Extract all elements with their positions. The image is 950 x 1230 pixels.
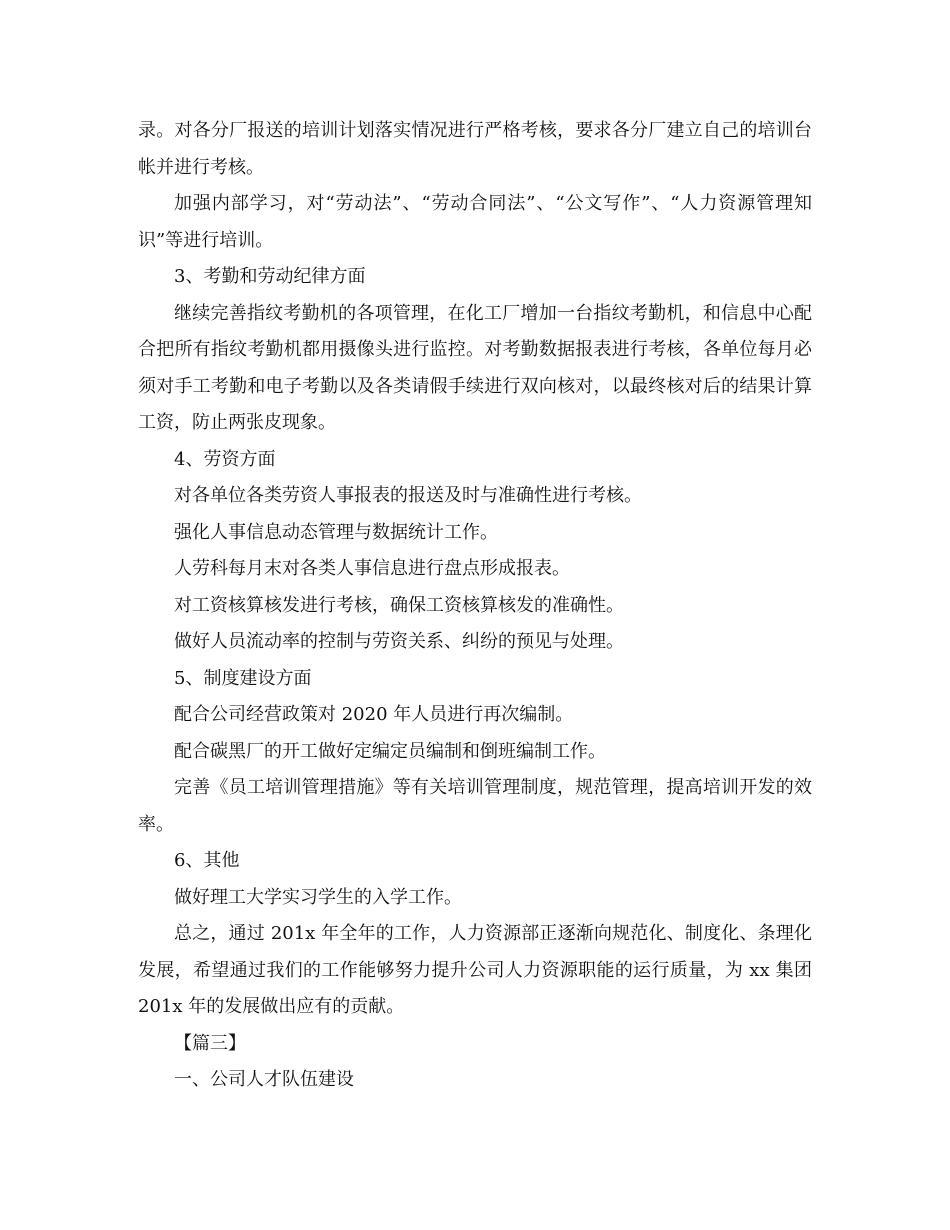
document-body [138,113,812,1099]
paragraph-8: 人劳科每月末对各类人事信息进行盘点形成报表。 [174,558,570,579]
section-heading-4: 4、劳资方面 [174,448,276,470]
paragraph-10: 做好人员流动率的控制与劳资关系、纠纷的预见与处理。 [174,631,624,652]
paragraph-4: 继续完善指纹考勤机的各项管理，在化工厂增加一台指纹考勤机，和信息中心配合把所有指纹考勤机都用摄像头进行监控。对考勤数据报表进行考核，各单位每月必须对手工考勤和电子考勤以及各类请假手续进行双向核对，以最终核对后的结果计算工资，防止两张皮现象。 [138,302,812,433]
section-heading-5: 5、制度建设方面 [174,667,312,689]
paragraph-13: 配合碳黑厂的开工做好定编定员编制和倒班编制工作。 [174,740,606,762]
section-heading-talent: 一、公司人才队伍建设 [174,1069,354,1090]
section-heading-6: 6、其他 [174,850,240,871]
paragraph-14: 完善《员工培训管理措施》等有关培训管理制度，规范管理，提高培训开发的效率。 [138,777,812,835]
paragraph-12: 配合公司经营政策对 2020 年人员进行再次编制。 [174,704,574,725]
paragraph-7: 强化人事信息动态管理与数据统计工作。 [174,521,498,543]
paragraph-1: 录。对各分厂报送的培训计划落实情况进行严格考核，要求各分厂建立自己的培训台帐并进行考核。 [138,120,812,178]
paragraph-2: 加强内部学习，对“劳动法”、“劳动合同法”、“公文写作”、“人力资源管理知识”等进行培训。 [138,193,812,251]
summary-paragraph: 总之，通过 201x 年全年的工作，人力资源部正逐渐向规范化、制度化、条理化发展，希望通过我们的工作能够努力提升公司人力资源职能的运行质量，为 xx 集团 201x 年的发展做出应有的贡献。 [138,923,812,1017]
paragraph-9: 对工资核算核发进行考核，确保工资核算核发的准确性。 [174,594,624,616]
part-three-heading: 【篇三】 [174,1032,246,1054]
section-heading-3: 3、考勤和劳动纪律方面 [174,266,366,287]
paragraph-16: 做好理工大学实习学生的入学工作。 [174,886,462,908]
paragraph-6: 对各单位各类劳资人事报表的报送及时与准确性进行考核。 [174,485,642,506]
